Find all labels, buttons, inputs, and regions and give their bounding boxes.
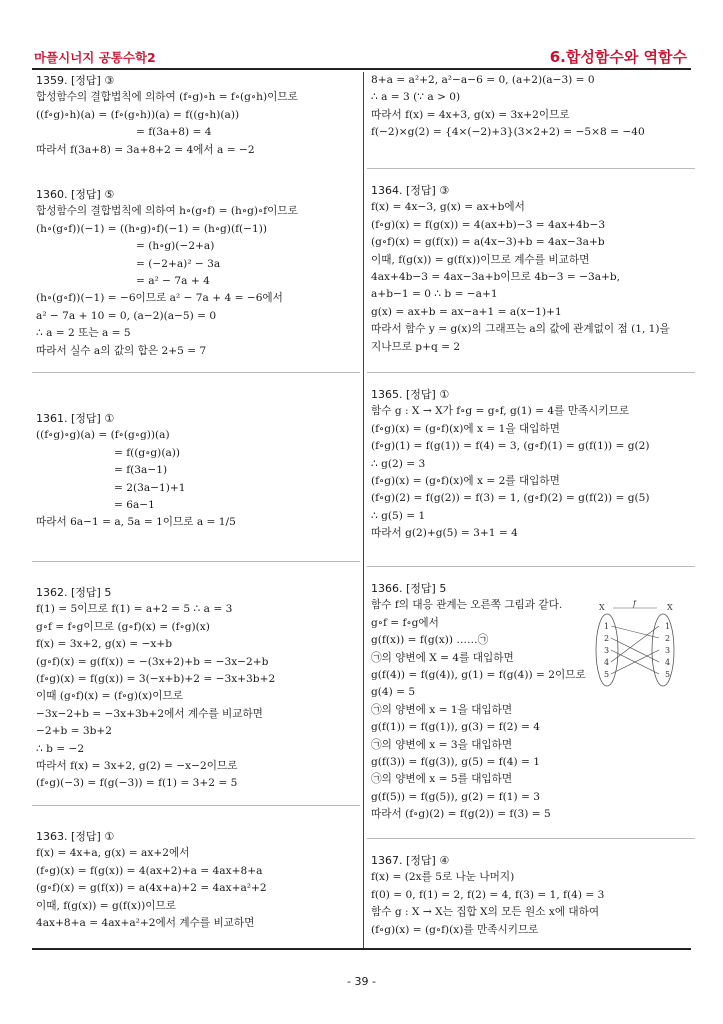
solution-line: = 6a−1 — [114, 498, 155, 511]
solution-line: f(0) = 0, f(1) = 2, f(2) = 4, f(3) = 1, f(4) = 3 — [371, 888, 605, 901]
solution-line: 따라서 실수 a의 값의 합은 2+5 = 7 — [36, 344, 207, 357]
solution-title: 1363. [정답] ① — [36, 830, 115, 843]
column-divider — [363, 72, 364, 948]
solution-line: 4ax+8+a = 4ax+a²+2에서 계수를 비교하면 — [36, 916, 255, 929]
solution-title: 1364. [정답] ③ — [371, 184, 450, 197]
domain-element: 4 — [604, 658, 610, 667]
solution-line: ∴ a = 2 또는 a = 5 — [36, 327, 131, 340]
solution-line: 합성함수의 결합법칙에 의하여 h∘(g∘f) = (h∘g)∘f이므로 — [36, 205, 298, 218]
solution-title: 1359. [정답] ③ — [36, 74, 115, 87]
solution-block — [36, 584, 356, 793]
solution-line: ∴ g(5) = 1 — [371, 509, 426, 522]
solution-line: (f∘g)(x) = (g∘f)(x)를 만족시키므로 — [371, 923, 539, 936]
solution-line: a+b−1 = 0 ∴ b = −a+1 — [371, 288, 498, 301]
solution-block — [371, 72, 691, 142]
solution-line: f(x) = (2x를 5로 나눈 나머지) — [371, 871, 515, 884]
solution-line: g(f(4)) = f(g(4)), g(1) = f(g(4)) = 2이므로 — [371, 668, 586, 681]
solution-line: 함수 g : X → X가 f∘g = g∘f, g(1) = 4를 만족시키므로 — [371, 405, 630, 418]
solution-line: ㉠의 양변에 x = 5를 대입하면 — [371, 773, 513, 786]
solution-line: g∘f = f∘g에서 — [371, 616, 439, 629]
solution-block — [36, 72, 356, 159]
solution-line: 8+a = a²+2, a²−a−6 = 0, (a+2)(a−3) = 0 — [371, 74, 595, 86]
solution-line: 따라서 함수 y = g(x)의 그래프는 a의 값에 관계없이 점 (1, 1)을 — [371, 323, 670, 336]
header-rule — [32, 68, 691, 70]
codomain-ellipse — [652, 614, 674, 686]
solution-line: 4ax+4b−3 = 4ax−3a+b이므로 4b−3 = −3a+b, — [371, 270, 621, 283]
solution-line: 이때, f(g(x)) = g(f(x))이므로 — [36, 899, 176, 912]
solution-line: 이때, f(g(x)) = g(f(x))이므로 계수를 비교하면 — [371, 253, 590, 266]
solution-title: 1362. [정답] 5 — [36, 586, 112, 599]
solution-line: 함수 g : X → X는 집합 X의 모든 원소 x에 대하여 — [371, 906, 600, 919]
solution-line: f(1) = 5이므로 f(1) = a+2 = 5 ∴ a = 3 — [36, 603, 233, 616]
solution-title: 1365. [정답] ① — [371, 388, 450, 401]
solution-line: (g∘f)(x) = g(f(x)) = −(3x+2)+b = −3x−2+b — [36, 655, 269, 668]
solution-line: = (h∘g)(−2+a) — [136, 240, 215, 253]
solution-line: g(4) = 5 — [371, 686, 416, 699]
solution-line: (h∘(g∘f))(−1) = ((h∘g)∘f)(−1) = (h∘g)(f(−1)) — [36, 222, 268, 235]
solution-line: g(f(5)) = f(g(5)), g(2) = f(1) = 3 — [371, 790, 540, 803]
solution-block — [371, 580, 691, 823]
solution-line: f(x) = 3x+2, g(x) = −x+b — [36, 638, 172, 651]
solution-line: ㉠의 양변에 x = 3을 대입하면 — [371, 738, 513, 751]
solution-line: ㉠의 양변에 x = 1을 대입하면 — [371, 703, 513, 716]
solution-line: a² − 7a + 10 = 0, (a−2)(a−5) = 0 — [36, 309, 217, 322]
solution-line: ∴ b = −2 — [36, 742, 85, 755]
solution-line: 합성함수의 결합법칙에 의하여 (f∘g)∘h = f∘(g∘h)이므로 — [36, 91, 298, 104]
solution-line: (f∘g)(x) = (g∘f)(x)에 x = 1을 대입하면 — [371, 422, 560, 435]
solution-line: 함수 f의 대응 관계는 오른쪽 그림과 같다. — [371, 599, 563, 612]
solution-line: g(f(1)) = f(g(1)), g(3) = f(2) = 4 — [371, 721, 540, 734]
solution-line: (g∘f)(x) = g(f(x)) = a(4x+a)+2 = 4ax+a²+2 — [36, 882, 267, 895]
solution-block — [371, 852, 691, 939]
solution-line: = f(3a−1) — [114, 464, 168, 477]
book-title: 마플시너지 공통수학2 — [34, 50, 156, 65]
solution-separator — [32, 372, 360, 373]
solution-line: = f(3a+8) = 4 — [136, 126, 212, 139]
solution-line: ∴ a = 3 (∵ a > 0) — [371, 91, 461, 104]
solution-line: 이때 (g∘f)(x) = (f∘g)(x)이므로 — [36, 690, 183, 703]
solution-block — [371, 386, 691, 543]
solution-line: 따라서 f(x) = 3x+2, g(2) = −x−2이므로 — [36, 759, 238, 772]
codomain-element: 2 — [665, 634, 671, 643]
domain-element: 3 — [604, 646, 610, 655]
solution-line: (f∘g)(1) = f(g(1)) = f(4) = 3, (g∘f)(1) = g(f(1)) = g(2) — [371, 440, 650, 453]
solution-line: g(x) = ax+b = ax−a+1 = a(x−1)+1 — [371, 305, 562, 318]
solution-title: 1366. [정답] 5 — [371, 582, 447, 595]
solution-line: −2+b = 3b+2 — [36, 725, 113, 738]
solution-line: ∴ g(2) = 3 — [371, 457, 426, 470]
codomain-element: 3 — [665, 646, 671, 655]
domain-element: 2 — [604, 634, 610, 643]
solution-separator — [32, 805, 360, 806]
codomain-label: X — [667, 603, 673, 612]
solution-line: ((f∘g)∘g)(a) = (f∘(g∘g))(a) — [36, 429, 170, 442]
solution-block — [371, 182, 691, 356]
solution-line: 지나므로 p+q = 2 — [371, 340, 461, 353]
solution-line: (h∘(g∘f))(−1) = −6이므로 a² − 7a + 4 = −6에서 — [36, 292, 283, 305]
solution-line: (f∘g)(2) = f(g(2)) = f(3) = 1, (g∘f)(2) = g(f(2)) = g(5) — [371, 492, 650, 505]
solution-line: (f∘g)(x) = (g∘f)(x)에 x = 2를 대입하면 — [371, 474, 560, 487]
function-label: f — [633, 600, 636, 608]
codomain-element: 4 — [665, 658, 671, 667]
mapping-diagram — [589, 600, 681, 690]
codomain-element: 1 — [665, 622, 671, 631]
solution-block — [36, 410, 356, 532]
solution-line: ((f∘g)∘h)(a) = (f∘(g∘h))(a) = f((g∘h)(a)) — [36, 108, 240, 121]
solution-line: = 2(3a−1)+1 — [114, 481, 186, 494]
chapter-title: 6.합성함수와 역함수 — [549, 48, 687, 66]
solution-line: = (−2+a)² − 3a — [136, 257, 221, 270]
solution-line: g(f(3)) = f(g(3)), g(5) = f(4) = 1 — [371, 755, 540, 768]
solution-block — [36, 186, 356, 360]
solution-line: (f∘g)(x) = f(g(x)) = 4(ax+2)+a = 4ax+8+a — [36, 864, 263, 877]
solution-line: −3x−2+b = −3x+3b+2에서 계수를 비교하면 — [36, 707, 263, 720]
solution-title: 1361. [정답] ① — [36, 412, 115, 425]
solution-line: (g∘f)(x) = g(f(x)) = a(4x−3)+b = 4ax−3a+b — [371, 236, 605, 249]
solution-separator — [367, 566, 695, 567]
codomain-element: 5 — [665, 670, 671, 679]
solution-line: (f∘g)(−3) = f(g(−3)) = f(1) = 3+2 = 5 — [36, 777, 238, 790]
solution-line: (f∘g)(x) = f(g(x)) = 3(−x+b)+2 = −3x+3b+2 — [36, 672, 276, 685]
solution-separator — [32, 561, 360, 562]
solution-line: f(x) = 4x−3, g(x) = ax+b에서 — [371, 201, 525, 214]
solution-line: ㉠의 양변에 X = 4를 대입하면 — [371, 651, 514, 664]
solution-line: = a² − 7a + 4 — [136, 274, 210, 287]
page-header — [32, 46, 691, 68]
solution-line: = f((g∘g)(a)) — [114, 446, 181, 459]
solution-line: 따라서 f(x) = 4x+3, g(x) = 3x+2이므로 — [371, 108, 570, 121]
solution-line: 따라서 f(3a+8) = 3a+8+2 = 4에서 a = −2 — [36, 143, 255, 156]
domain-element: 1 — [604, 622, 610, 631]
solution-block — [36, 828, 356, 932]
solution-line: (f∘g)(x) = f(g(x)) = 4(ax+b)−3 = 4ax+4b−3 — [371, 218, 606, 231]
page-number: - 39 - — [347, 975, 376, 988]
solution-separator — [367, 838, 695, 839]
solution-line: f(x) = 4x+a, g(x) = ax+2에서 — [36, 847, 190, 860]
solution-line: f(−2)×g(2) = {4×(−2)+3}(3×2+2) = −5×8 = −40 — [371, 126, 645, 139]
solution-line: g∘f = f∘g이므로 (g∘f)(x) = (f∘g)(x) — [36, 620, 210, 633]
solution-line: 따라서 g(2)+g(5) = 3+1 = 4 — [371, 527, 518, 540]
solution-title: 1367. [정답] ④ — [371, 854, 450, 867]
mapping-arrow — [611, 626, 659, 638]
solution-title: 1360. [정답] ⑤ — [36, 188, 115, 201]
solution-separator — [367, 168, 695, 169]
domain-element: 5 — [604, 670, 610, 679]
solution-line: 따라서 6a−1 = a, 5a = 1이므로 a = 1/5 — [36, 516, 236, 529]
solution-separator — [367, 372, 695, 373]
domain-label: X — [599, 603, 605, 612]
solution-line: 따라서 (f∘g)(2) = f(g(2)) = f(3) = 5 — [371, 808, 551, 821]
footer-rule — [32, 948, 691, 950]
solution-line: g(f(x)) = f(g(x)) ……㉠ — [371, 634, 489, 647]
